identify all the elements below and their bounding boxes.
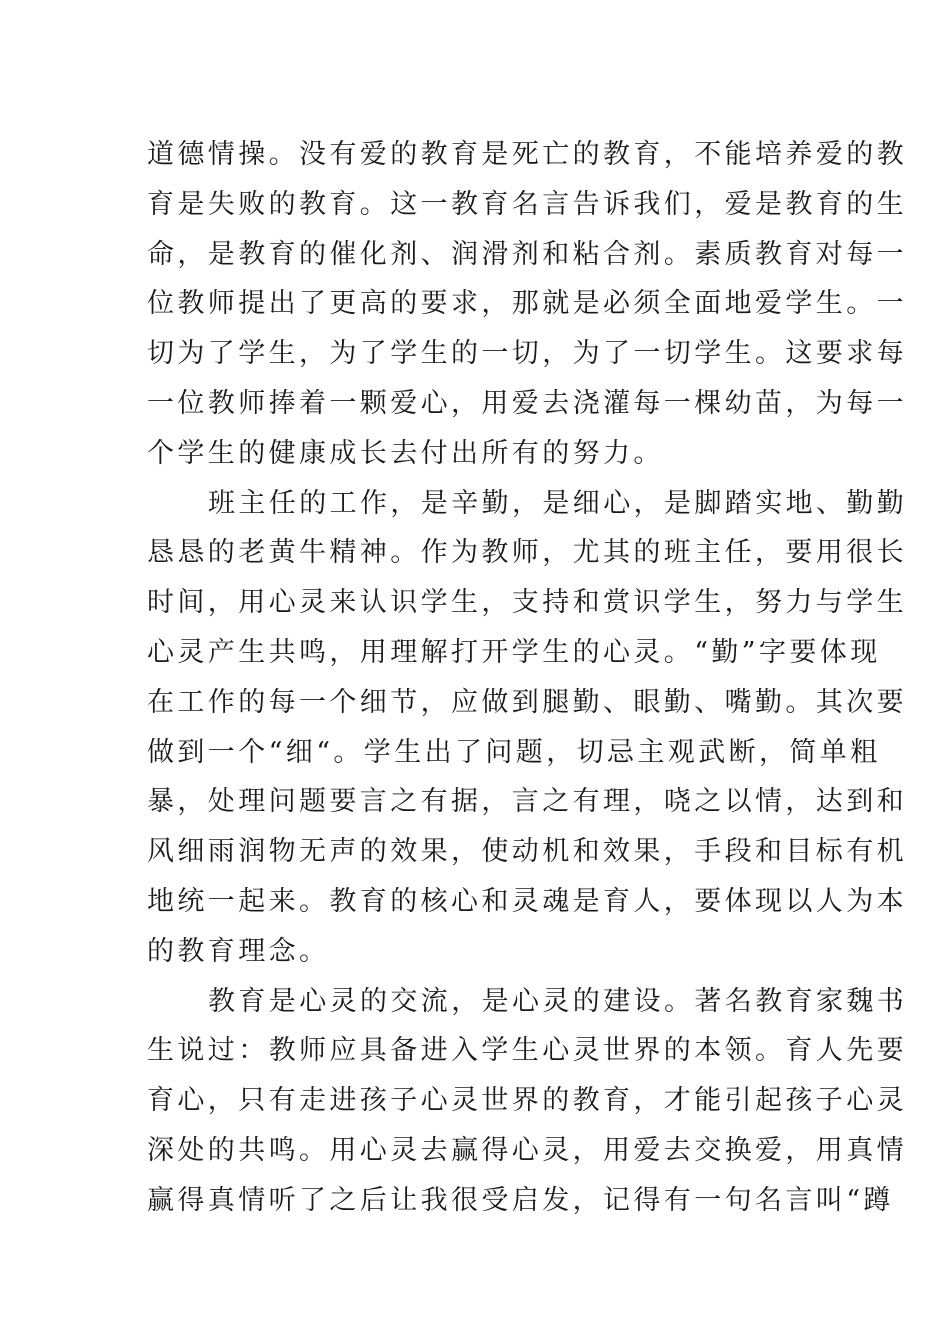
paragraph-1-line-5: 切为了学生，为了学生的一切，为了一切学生。这要求每: [147, 338, 907, 370]
paragraph-1-line-2: 育是失败的教育。这一教育名言告诉我们，爱是教育的生: [147, 188, 907, 220]
paragraph-1-line-3: 命，是教育的催化剂、润滑剂和粘合剂。素质教育对每一: [147, 238, 907, 270]
paragraph-1-line-7: 个学生的健康成长去付出所有的努力。: [147, 437, 664, 469]
paragraph-2-line-4: 心灵产生共鸣，用理解打开学生的心灵。“勤”字要体现: [147, 636, 881, 668]
paragraph-2-line-5: 在工作的每一个细节，应做到腿勤、眼勤、嘴勤。其次要: [147, 686, 907, 718]
paragraph-3-line-4: 深处的共鸣。用心灵去赢得心灵，用爱去交换爱，用真情: [147, 1134, 907, 1166]
paragraph-2-line-10: 的教育理念。: [147, 935, 330, 967]
paragraph-3-line-3: 育心，只有走进孩子心灵世界的教育，才能引起孩子心灵: [147, 1085, 907, 1117]
paragraph-1-line-1: 道德情操。没有爱的教育是死亡的教育，不能培养爱的教: [147, 139, 907, 170]
paragraph-2-line-9: 地统一起来。教育的核心和灵魂是育人，要体现以人为本: [147, 885, 907, 917]
paragraph-2-line-7: 暴，处理问题要言之有据，言之有理，哓之以情，达到和: [147, 786, 907, 818]
paragraph-3-line-1: 教育是心灵的交流，是心灵的建设。著名教育家魏书: [208, 985, 908, 1017]
paragraph-2-line-2: 恳恳的老黄牛精神。作为教师，尤其的班主任，要用很长: [147, 537, 907, 569]
paragraph-1-line-4: 位教师提出了更高的要求，那就是必须全面地爱学生。一: [147, 288, 907, 320]
paragraph-2-line-8: 风细雨润物无声的效果，使动机和效果，手段和目标有机: [147, 836, 907, 868]
paragraph-2-line-1: 班主任的工作，是辛勤，是细心，是脚踏实地、勤勤: [208, 487, 908, 519]
paragraph-2-line-3: 时间，用心灵来认识学生，支持和赏识学生，努力与学生: [147, 587, 907, 619]
document-body: [147, 130, 908, 1226]
paragraph-2-line-6: 做到一个“细“。学生出了问题，切忌主观武断，简单粗: [147, 736, 881, 768]
paragraph-3-line-5: 赢得真情听了之后让我很受启发，记得有一句名言叫“蹲: [147, 1184, 894, 1216]
paragraph-1-line-6: 一位教师捧着一颗爱心，用爱去浇灌每一棵幼苗，为每一: [147, 387, 907, 419]
paragraph-3-line-2: 生说过：教师应具备进入学生心灵世界的本领。育人先要: [147, 1035, 907, 1067]
